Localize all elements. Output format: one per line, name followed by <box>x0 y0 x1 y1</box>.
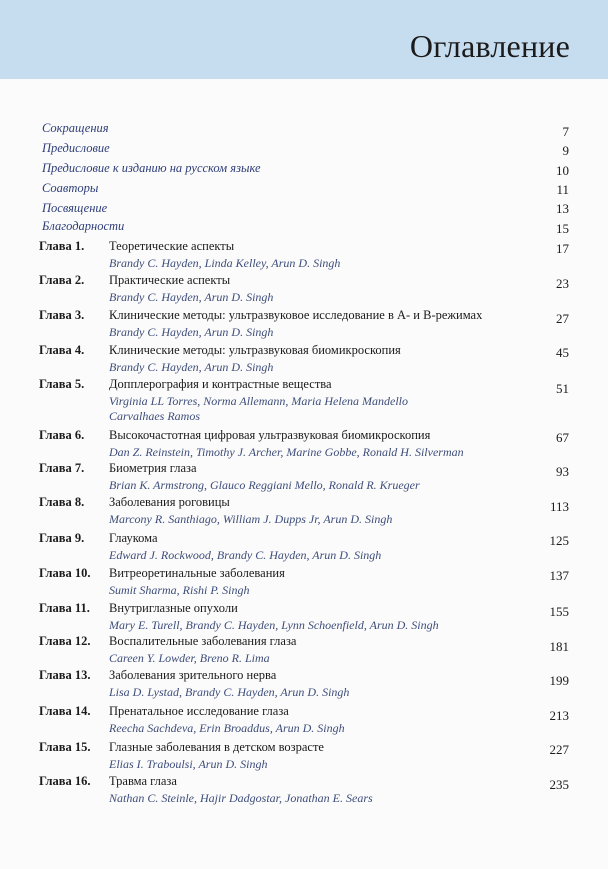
page-number: 235 <box>549 777 569 792</box>
chapter-label: Глава 8. <box>39 495 85 509</box>
chapter-title: Теоретические аспекты <box>109 239 235 253</box>
page-number: 23 <box>556 276 569 291</box>
page-number: 17 <box>556 241 569 256</box>
front-matter-label: Предисловие <box>42 141 110 155</box>
page-number: 10 <box>556 163 569 178</box>
page-number: 213 <box>549 708 569 723</box>
page-number: 27 <box>556 311 569 326</box>
chapter-authors: Marcony R. Santhiago, William J. Dupps Jr, Arun D. Singh <box>109 512 393 526</box>
chapter-label: Глава 9. <box>39 531 85 545</box>
chapter-label: Глава 10. <box>39 566 91 580</box>
page-number: 155 <box>549 604 569 619</box>
chapter-label: Глава 1. <box>39 239 85 253</box>
chapter-title: Клинические методы: ультразвуковое исследование в А- и В-режимах <box>109 308 483 322</box>
chapter-label: Глава 2. <box>39 273 85 287</box>
chapter-title: Глаукома <box>109 531 158 545</box>
chapter-title: Глазные заболевания в детском возрасте <box>109 740 324 754</box>
page-number: 11 <box>556 182 569 197</box>
front-matter-label: Соавторы <box>42 181 99 195</box>
chapter-authors: Nathan C. Steinle, Hajir Dadgostar, Jonathan E. Sears <box>109 791 373 805</box>
page-number: 137 <box>549 568 569 583</box>
front-matter-label: Благодарности <box>42 219 125 233</box>
chapter-title: Внутриглазные опухоли <box>109 601 238 615</box>
page-number: 125 <box>549 533 569 548</box>
page-number: 51 <box>556 381 569 396</box>
chapter-label: Глава 5. <box>39 377 85 391</box>
chapter-title: Допплерография и контрастные вещества <box>109 377 332 391</box>
chapter-authors: Brandy C. Hayden, Arun D. Singh <box>109 325 274 339</box>
front-matter-label: Сокращения <box>42 121 109 135</box>
page-number: 113 <box>549 499 569 514</box>
page-number: 45 <box>556 345 569 360</box>
chapter-title: Практические аспекты <box>109 273 231 287</box>
chapter-authors: Brian K. Armstrong, Glauco Reggiani Mello, Ronald R. Krueger <box>109 478 420 492</box>
chapter-title: Воспалительные заболевания глаза <box>109 634 297 648</box>
chapter-authors: Brandy C. Hayden, Linda Kelley, Arun D. Singh <box>109 256 341 270</box>
chapter-authors: Sumit Sharma, Rishi P. Singh <box>109 583 250 597</box>
chapter-title: Заболевания роговицы <box>109 495 230 509</box>
page-number: 93 <box>556 464 569 479</box>
page-number: 7 <box>562 124 569 139</box>
chapter-label: Глава 14. <box>39 704 91 718</box>
chapter-authors: Virginia LL Torres, Norma Allemann, Maria Helena Mandello <box>109 394 409 408</box>
chapter-title: Биометрия глаза <box>109 461 197 475</box>
chapter-label: Глава 11. <box>39 601 90 615</box>
chapter-authors: Carvalhaes Ramos <box>109 409 200 423</box>
chapter-label: Глава 3. <box>39 308 85 322</box>
chapter-label: Глава 15. <box>39 740 91 754</box>
chapter-authors: Dan Z. Reinstein, Timothy J. Archer, Marine Gobbe, Ronald H. Silverman <box>109 445 464 459</box>
chapter-authors: Lisa D. Lystad, Brandy C. Hayden, Arun D. Singh <box>109 685 350 699</box>
page-number: 181 <box>549 639 569 654</box>
page-number: 15 <box>556 221 569 236</box>
chapter-authors: Reecha Sachdeva, Erin Broaddus, Arun D. Singh <box>109 721 345 735</box>
chapter-label: Глава 13. <box>39 668 91 682</box>
chapter-authors: Brandy C. Hayden, Arun D. Singh <box>109 360 274 374</box>
chapter-label: Глава 7. <box>39 461 85 475</box>
chapter-label: Глава 6. <box>39 428 85 442</box>
chapter-title: Травма глаза <box>109 774 177 788</box>
front-matter-label: Предисловие к изданию на русском языке <box>42 161 261 175</box>
chapter-authors: Brandy C. Hayden, Arun D. Singh <box>109 290 274 304</box>
page-title: Оглавление <box>409 28 570 64</box>
page-number: 9 <box>562 143 569 158</box>
front-matter-label: Посвящение <box>42 201 108 215</box>
chapter-authors: Elias I. Traboulsi, Arun D. Singh <box>109 757 268 771</box>
page-number: 67 <box>556 430 569 445</box>
chapter-authors: Edward J. Rockwood, Brandy C. Hayden, Arun D. Singh <box>109 548 382 562</box>
chapter-label: Глава 16. <box>39 774 91 788</box>
chapter-title: Пренатальное исследование глаза <box>109 704 289 718</box>
chapter-label: Глава 12. <box>39 634 91 648</box>
chapter-label: Глава 4. <box>39 343 85 357</box>
page-number: 13 <box>556 201 569 216</box>
page-number: 199 <box>549 673 569 688</box>
chapter-title: Высокочастотная цифровая ультразвуковая биомикроскопия <box>109 428 431 442</box>
chapter-title: Заболевания зрительного нерва <box>109 668 277 682</box>
chapter-authors: Mary E. Turell, Brandy C. Hayden, Lynn Schoenfield, Arun D. Singh <box>109 618 439 632</box>
chapter-authors: Careen Y. Lowder, Breno R. Lima <box>109 651 270 665</box>
page-number: 227 <box>549 742 569 757</box>
chapter-title: Витреоретинальные заболевания <box>109 566 285 580</box>
chapter-title: Клинические методы: ультразвуковая биомикроскопия <box>109 343 401 357</box>
